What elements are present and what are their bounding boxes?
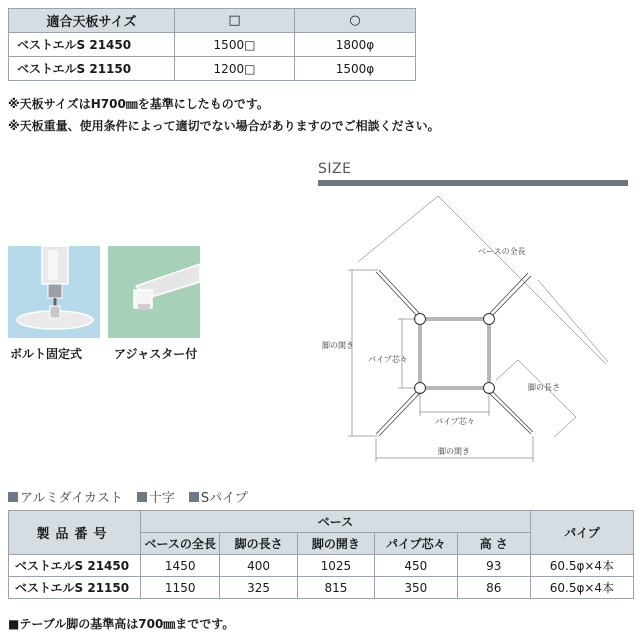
table-row <box>9 33 416 57</box>
size-divider-bar <box>318 180 628 186</box>
product-name-cell: ベストエルS 21150 <box>9 57 175 81</box>
legend-item: アルミダイカスト <box>8 487 123 506</box>
material-legend <box>8 487 248 506</box>
value-cell: 1150 <box>141 577 220 599</box>
adjuster-image <box>108 246 200 338</box>
pipe-cell: 60.5φ×4本 <box>530 555 633 577</box>
bolt-fixed-icon <box>8 246 100 338</box>
value-cell: 325 <box>220 577 297 599</box>
table-row <box>9 57 416 81</box>
value-cell: 815 <box>297 577 374 599</box>
value-cell: 1025 <box>297 555 374 577</box>
notes <box>8 93 440 137</box>
square-bullet-icon <box>189 492 199 502</box>
table-size-table <box>8 8 416 81</box>
label-pipe-center-h: パイプ芯々 <box>435 417 475 426</box>
leg-dimension-diagram <box>318 192 628 477</box>
note-line: ※天板重量、使用条件によって適切でない場合がありますのでご相談ください。 <box>8 119 440 133</box>
value-cell: 400 <box>220 555 297 577</box>
square-header-cell: □ <box>175 9 295 33</box>
value-cell: 350 <box>375 577 458 599</box>
subheader-cell: 高 さ <box>457 533 530 555</box>
product-name-cell: ベストエルS 21450 <box>9 555 141 577</box>
leg-bottom-right <box>490 389 533 432</box>
mount-label-adjuster: アジャスター付 <box>114 347 198 361</box>
adjuster-icon <box>108 246 200 338</box>
pipe-frame-inner <box>421 320 488 387</box>
table-row <box>9 555 634 577</box>
size-title: SIZE <box>318 161 352 177</box>
spec-table <box>8 510 634 599</box>
pipe-header: パイプ <box>530 511 633 555</box>
mount-label-bolt: ボルト固定式 <box>10 347 83 361</box>
square-size-cell: 1200□ <box>175 57 295 81</box>
subheader-cell: パイプ芯々 <box>375 533 458 555</box>
label-base-length: ベースの全長 <box>478 247 526 256</box>
label-leg-span-v: 脚の開き <box>322 341 354 350</box>
value-cell: 93 <box>457 555 530 577</box>
leg-top-right <box>490 276 531 318</box>
table-row <box>9 577 634 599</box>
legend-item: Sパイプ <box>189 487 248 506</box>
subheader-cell: 脚の長さ <box>220 533 297 555</box>
circle-size-cell: 1800φ <box>295 33 416 57</box>
table-header-cell: 適合天板サイズ <box>9 9 175 33</box>
label-pipe-center-v: パイプ芯々 <box>368 355 408 364</box>
product-name-cell: ベストエルS 21150 <box>9 577 141 599</box>
product-name-cell: ベストエルS 21450 <box>9 33 175 57</box>
pipe-cell: 60.5φ×4本 <box>530 577 633 599</box>
base-header: ベース <box>141 511 531 533</box>
product-number-header: 製品番号 <box>9 511 141 555</box>
legend-item: 十字 <box>137 487 175 506</box>
circle-size-cell: 1500φ <box>295 57 416 81</box>
label-leg-length: 脚の長さ <box>528 383 560 392</box>
circle-header-cell: ○ <box>295 9 416 33</box>
value-cell: 86 <box>457 577 530 599</box>
square-size-cell: 1500□ <box>175 33 295 57</box>
square-bullet-icon <box>137 492 147 502</box>
footnote: ■テーブル脚の基準高は700㎜までです。 <box>8 617 235 631</box>
dim-base-length-ext <box>358 196 438 262</box>
note-line: ※天板サイズはH700㎜を基準にしたものです。 <box>8 97 269 111</box>
subheader-cell: ベースの全長 <box>141 533 220 555</box>
label-leg-span-h: 脚の開き <box>438 447 470 456</box>
square-bullet-icon <box>8 492 18 502</box>
dim-base-length <box>438 196 606 364</box>
pipe-joint <box>415 314 426 325</box>
leg-bottom-left <box>376 389 419 434</box>
pipe-joint <box>484 383 495 394</box>
subheader-cell: 脚の開き <box>297 533 374 555</box>
table-header-row <box>9 9 416 33</box>
pipe-frame-outer <box>419 318 490 389</box>
value-cell: 1450 <box>141 555 220 577</box>
pipe-joint <box>415 383 426 394</box>
value-cell: 450 <box>375 555 458 577</box>
bolt-fixed-image <box>8 246 100 338</box>
pipe-joint <box>484 314 495 325</box>
table-header-row <box>9 511 634 533</box>
leg-top-left <box>376 272 419 318</box>
